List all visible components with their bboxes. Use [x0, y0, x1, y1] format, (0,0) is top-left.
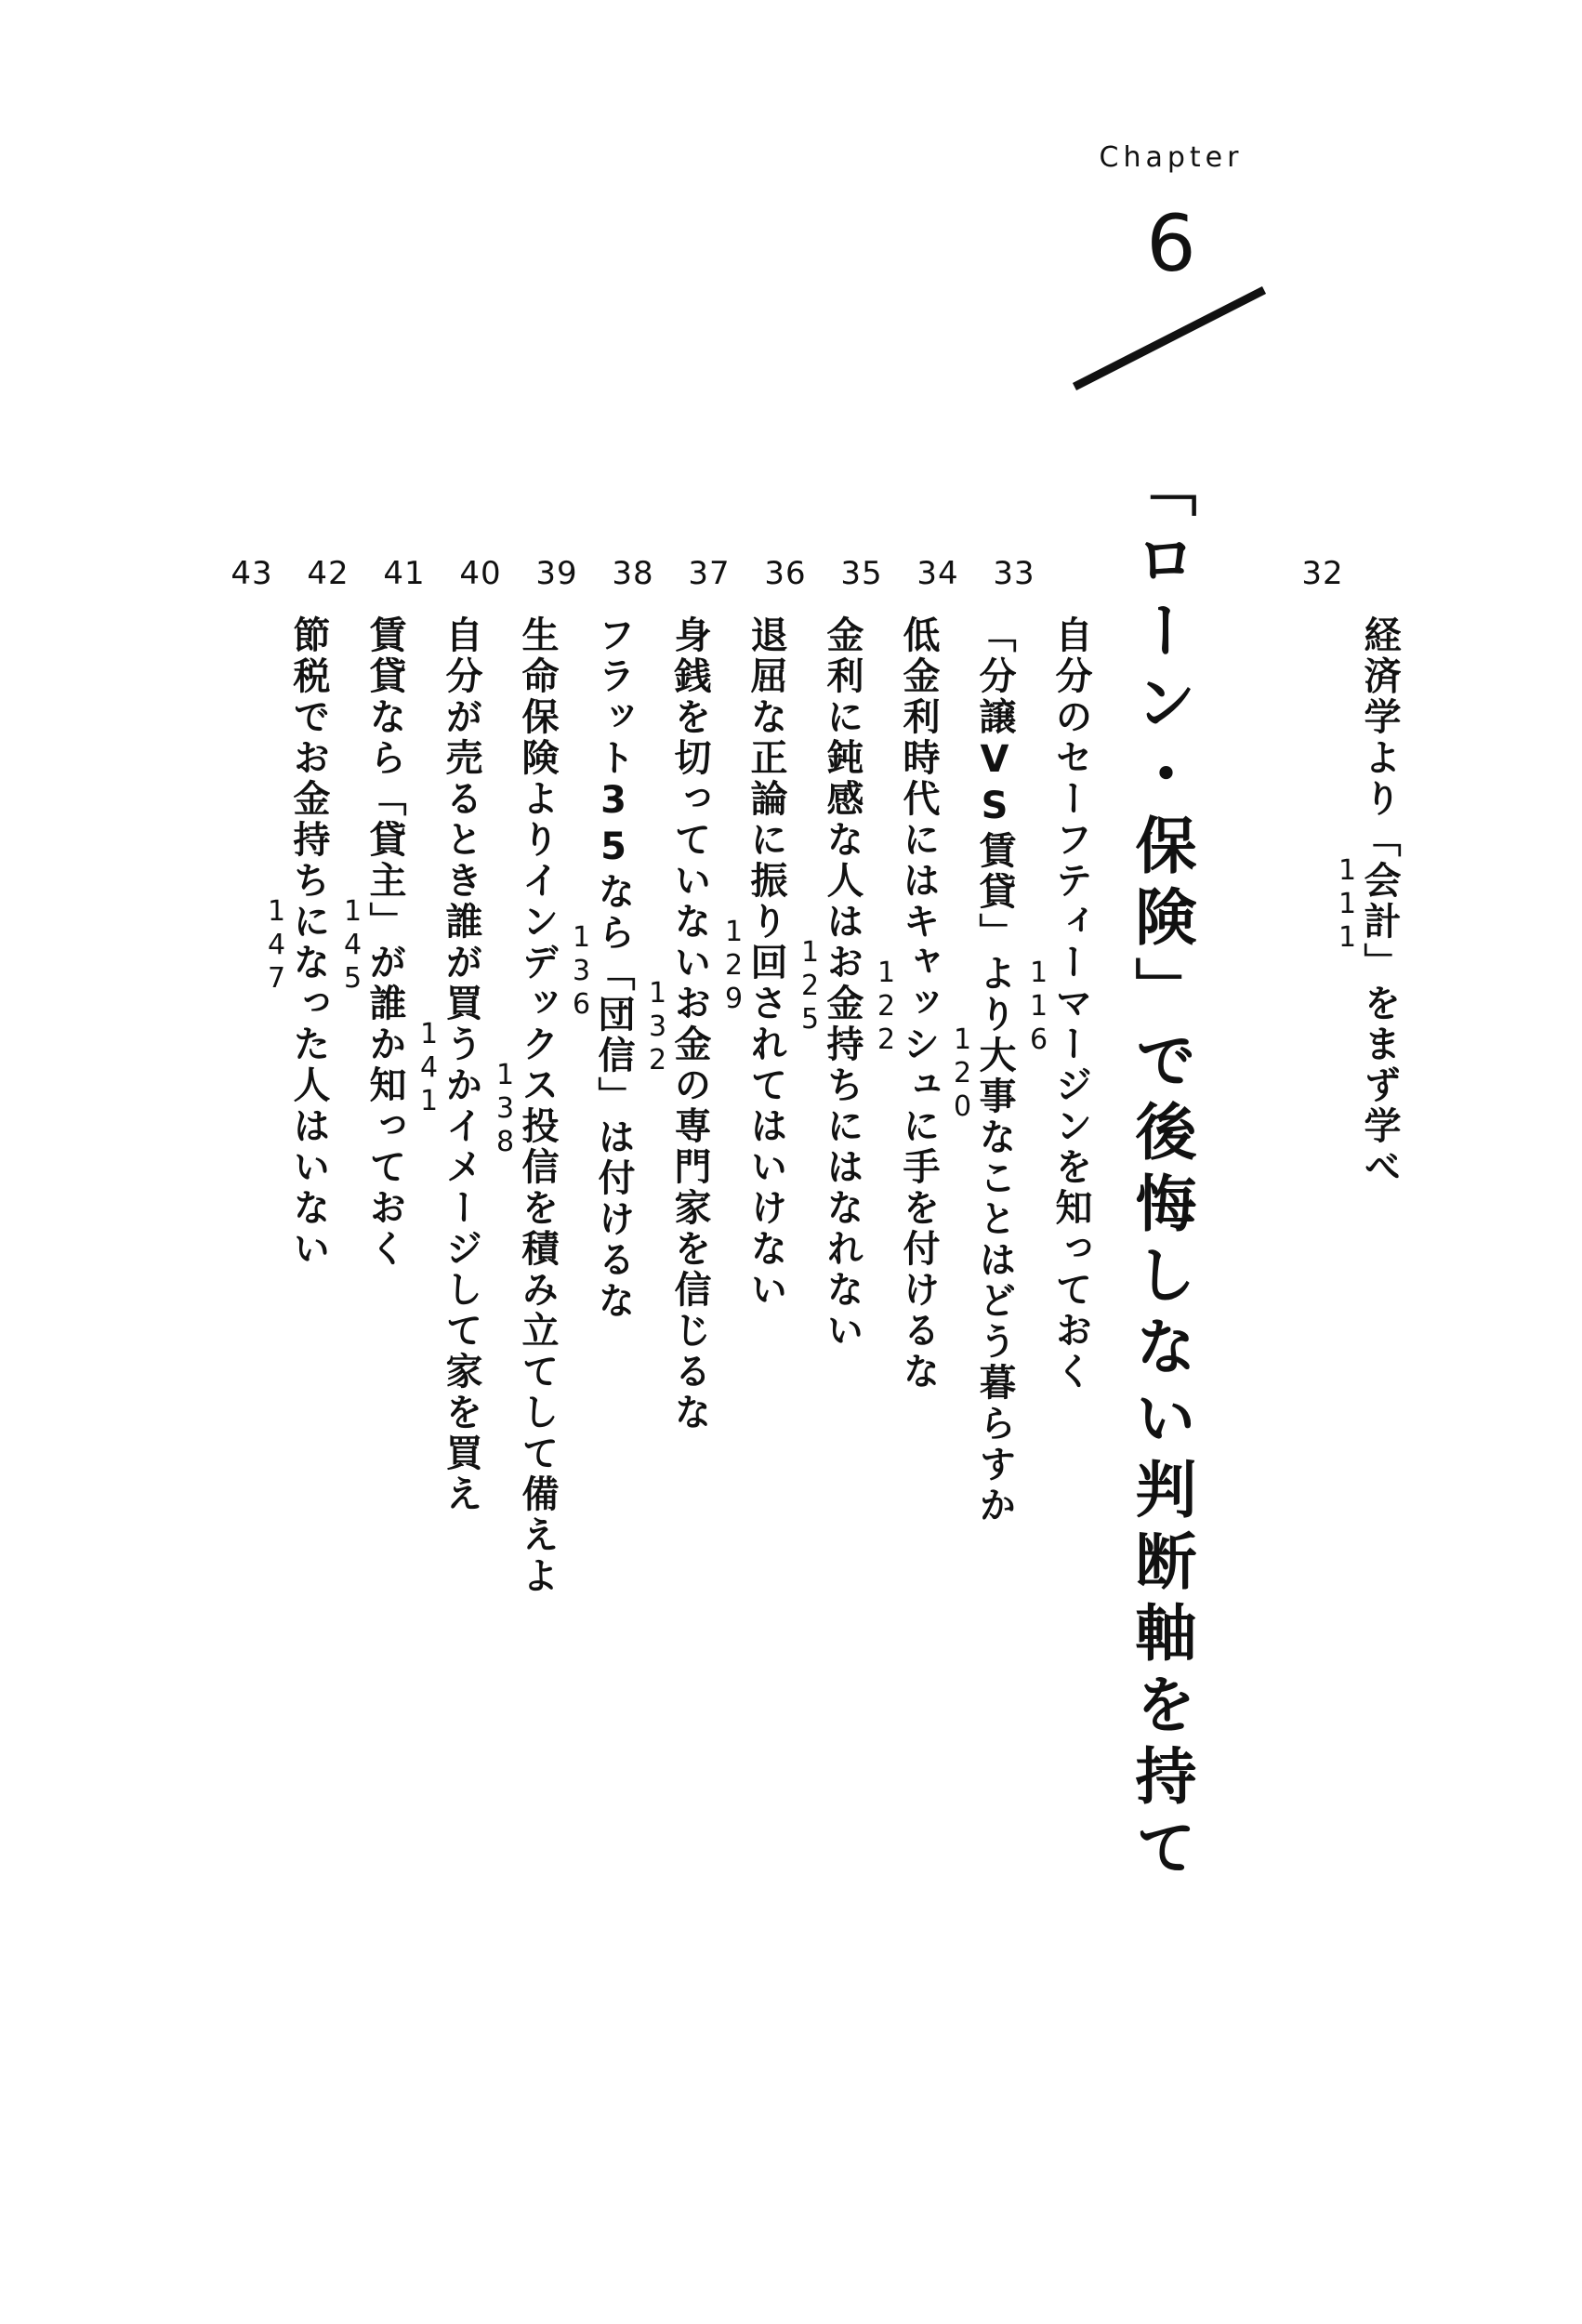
toc-item-title: 経済学より「会計」をまず学べ	[1358, 615, 1401, 1188]
toc-item-number: 38	[612, 555, 654, 592]
toc-item-title: 退屈な正論に振り回されてはいけない	[745, 615, 787, 1311]
toc-item-page: 141	[413, 1018, 445, 1118]
toc-item-title: 自分が売るとき誰が買うかイメージして家を買え	[440, 615, 482, 1515]
toc-item-title: 身銭を切っていないお金の専門家を信じるな	[668, 615, 711, 1433]
toc-item-number: 41	[383, 555, 426, 592]
toc-item-title: 低金利時代にはキャッシュに手を付けるな	[897, 615, 940, 1393]
toc-item-number: 39	[535, 555, 578, 592]
toc-item-number: 36	[764, 555, 807, 592]
toc-item-32[interactable]	[1290, 555, 1401, 2324]
toc-item-number: 37	[688, 555, 731, 592]
toc-item-title: 節税でお金持ちになった人はいない	[287, 615, 330, 1270]
toc-item-number: 33	[993, 555, 1035, 592]
toc-item-title: フラット35なら「団信」は付けるな	[592, 615, 635, 1322]
toc-item-page: 138	[489, 1059, 521, 1159]
toc-item-title: 自分のセーフティーマージンを知っておく	[1049, 615, 1092, 1393]
chapter-label: Chapter	[1099, 141, 1244, 174]
toc-item-title: 「分譲VS賃貸」より大事なことはどう暮らすか	[973, 615, 1016, 1526]
toc-item-page: 145	[336, 895, 369, 996]
toc-item-number: 40	[459, 555, 502, 592]
toc-item-title: 賃貸なら「貸主」が誰か知っておく	[363, 615, 406, 1270]
toc-item-page: 129	[718, 916, 750, 1016]
divider-slash	[1069, 279, 1283, 400]
toc-item-number: 35	[840, 555, 883, 592]
toc-item-page: 147	[260, 895, 293, 996]
chapter-title: 「ローン・保険」で後悔しない判断軸を持て	[1125, 456, 1196, 1887]
toc-item-text	[225, 615, 330, 1270]
chapter-number: 6	[1146, 198, 1196, 289]
toc-item-page: 122	[870, 957, 903, 1057]
toc-item-number: 32	[1301, 555, 1344, 592]
toc-item-page: 136	[565, 921, 598, 1022]
toc-item-text	[1296, 615, 1401, 1188]
toc-item-number: 42	[307, 555, 349, 592]
toc-item-page: 132	[641, 977, 674, 1077]
toc-item-page: 116	[1022, 957, 1055, 1057]
toc-item-page: 125	[794, 936, 826, 1037]
toc-item-number: 34	[916, 555, 959, 592]
toc-item-title: 金利に鈍感な人はお金持ちにはなれない	[821, 615, 864, 1352]
toc-item-page: 120	[946, 1023, 979, 1124]
toc-item-title: 生命保険よりインデックス投信を積み立てして備えよ	[516, 615, 559, 1597]
toc-item-page: 111	[1331, 854, 1364, 955]
toc-item-number: 43	[231, 555, 273, 592]
